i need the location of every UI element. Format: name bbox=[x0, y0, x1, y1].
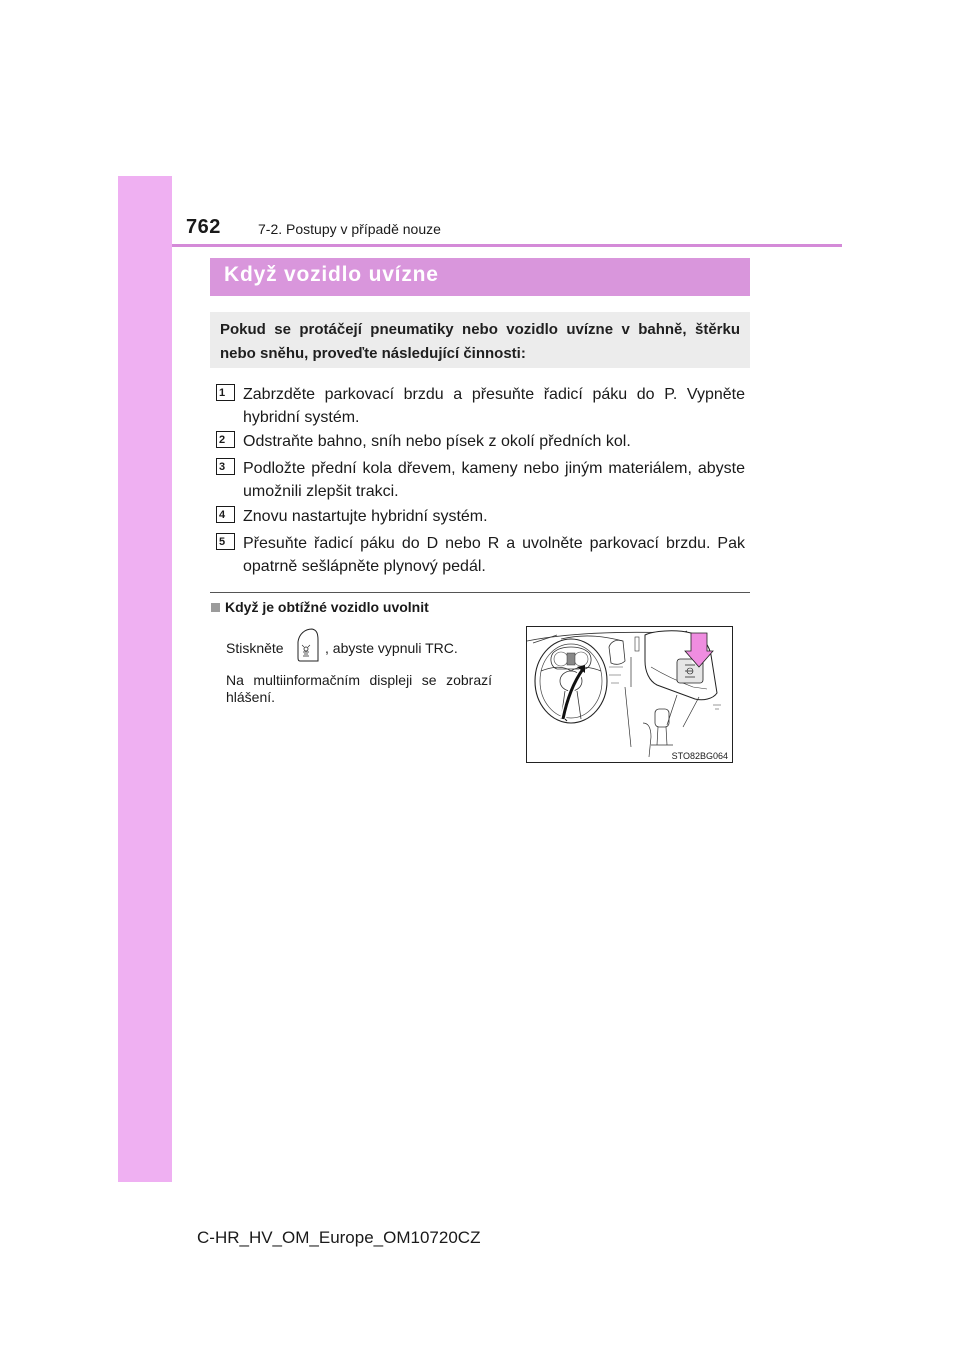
note-second-text: Na multiinformačním displeji se zobrazí hlášení. bbox=[226, 672, 492, 705]
step-text: Zabrzděte parkovací brzdu a přesuňte řadicí páku do P. Vypněte hybridní systém. bbox=[243, 386, 745, 426]
step-number: 2 bbox=[216, 431, 235, 448]
illustration-code: STO82BG064 bbox=[671, 751, 728, 761]
step-number: 5 bbox=[216, 533, 235, 550]
step-text: Přesuňte řadicí páku do D nebo R a uvolněte parkovací brzdu. Pak opatrně sešlápněte plynový pedál. bbox=[243, 535, 745, 575]
subsection-heading bbox=[211, 599, 429, 615]
section-divider bbox=[210, 592, 750, 593]
step-number: 3 bbox=[216, 458, 235, 475]
dashboard-illustration bbox=[526, 626, 733, 763]
page-number: 762 bbox=[186, 216, 221, 238]
trc-off-button-icon bbox=[297, 628, 319, 662]
step-number: 4 bbox=[216, 506, 235, 523]
header-rule bbox=[172, 244, 842, 247]
bullet-square-icon bbox=[211, 603, 220, 612]
step-number: 1 bbox=[216, 384, 235, 401]
subsection-heading-text: Když je obtížné vozidlo uvolnit bbox=[225, 599, 429, 615]
section-title: Když vozidlo uvízne bbox=[224, 263, 439, 286]
step-text: Znovu nastartujte hybridní systém. bbox=[243, 508, 488, 525]
step-text: Podložte přední kola dřevem, kameny nebo jiným materiálem, abyste umožnili zlepšit trakci. bbox=[243, 460, 745, 500]
note-text-after-icon: , abyste vypnuli TRC. bbox=[325, 640, 458, 656]
step-text: Odstraňte bahno, sníh nebo písek z okolí předních kol. bbox=[243, 433, 631, 450]
intro-text: Pokud se protáčejí pneumatiky nebo vozidlo uvízne v bahně, štěrku nebo sněhu, proveďte následující činnosti: bbox=[220, 321, 740, 362]
intro-box bbox=[210, 312, 750, 368]
document-code: C-HR_HV_OM_Europe_OM10720CZ bbox=[197, 1228, 481, 1247]
chapter-side-tab bbox=[118, 176, 172, 1182]
note-text-before-icon: Stiskněte bbox=[226, 640, 284, 656]
chapter-title: 7-2. Postupy v případě nouze bbox=[258, 221, 441, 237]
dashboard-drawing bbox=[527, 627, 732, 762]
section-title-bar bbox=[210, 258, 750, 296]
